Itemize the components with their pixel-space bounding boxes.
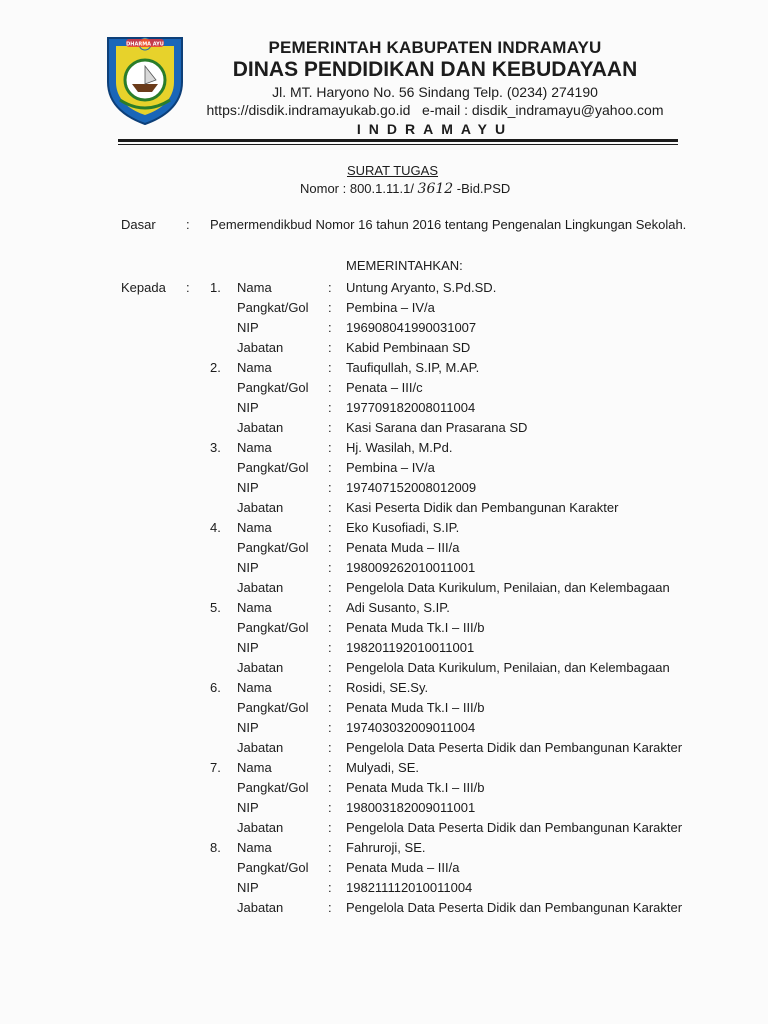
- field-colon: :: [328, 860, 332, 875]
- field-label-jabatan: Jabatan: [237, 500, 284, 515]
- field-colon: :: [328, 740, 332, 755]
- person-nip: 196908041990031007: [346, 320, 477, 335]
- field-colon: :: [328, 640, 332, 655]
- field-colon: :: [328, 360, 332, 375]
- handwritten-number: 3612: [417, 181, 454, 197]
- person-nip: 198003182009011001: [346, 800, 476, 815]
- field-label-nip: NIP: [237, 480, 259, 495]
- person-jabatan: Pengelola Data Peserta Didik dan Pembangunan Karakter: [346, 900, 683, 915]
- memerintahkan-heading: MEMERINTAHKAN:: [346, 258, 463, 273]
- field-label-jabatan: Jabatan: [237, 740, 284, 755]
- kepada-label: Kepada: [121, 280, 166, 295]
- person-jabatan: Kasi Sarana dan Prasarana SD: [346, 420, 528, 435]
- field-label-pangkat: Pangkat/Gol: [237, 700, 309, 715]
- field-label-jabatan: Jabatan: [237, 820, 284, 835]
- person-number: 8.: [210, 840, 221, 855]
- field-colon: :: [328, 320, 332, 335]
- person-nama: Untung Aryanto, S.Pd.SD.: [346, 280, 497, 295]
- person-nama: Rosidi, SE.Sy.: [346, 680, 429, 695]
- field-colon: :: [328, 720, 332, 735]
- field-label-jabatan: Jabatan: [237, 580, 284, 595]
- field-label-nip: NIP: [237, 720, 259, 735]
- person-nip: 198201192010011001: [346, 640, 475, 655]
- person-jabatan: Kasi Peserta Didik dan Pembangunan Karakter: [346, 500, 619, 515]
- document-title: SURAT TUGAS: [346, 163, 439, 178]
- person-number: 1.: [210, 280, 221, 295]
- person-pangkat: Penata Muda Tk.I – III/b: [346, 780, 485, 795]
- field-label-jabatan: Jabatan: [237, 660, 284, 675]
- field-colon: :: [328, 800, 332, 815]
- field-label-nip: NIP: [237, 880, 259, 895]
- field-colon: :: [328, 480, 332, 495]
- field-colon: :: [328, 520, 332, 535]
- person-nip: 198211112010011004: [346, 880, 473, 895]
- person-number: 6.: [210, 680, 221, 695]
- field-colon: :: [328, 280, 332, 295]
- person-nip: 197403032009011004: [346, 720, 476, 735]
- field-colon: :: [328, 540, 332, 555]
- field-label-pangkat: Pangkat/Gol: [237, 860, 309, 875]
- field-label-nama: Nama: [237, 520, 272, 535]
- field-colon: :: [328, 420, 332, 435]
- person-nama: Fahruroji, SE.: [346, 840, 426, 855]
- dasar-label: Dasar: [121, 217, 156, 232]
- person-nama: Adi Susanto, S.IP.: [346, 600, 450, 615]
- regency-emblem-logo: [102, 30, 188, 126]
- field-colon: :: [328, 400, 332, 415]
- person-nama: Eko Kusofiadi, S.IP.: [346, 520, 460, 535]
- person-number: 7.: [210, 760, 221, 775]
- field-colon: :: [328, 680, 332, 695]
- field-label-jabatan: Jabatan: [237, 900, 284, 915]
- letterhead-city: INDRAMAYU: [356, 121, 514, 137]
- field-label-nama: Nama: [237, 440, 272, 455]
- person-pangkat: Penata Muda Tk.I – III/b: [346, 620, 485, 635]
- person-pangkat: Pembina – IV/a: [346, 460, 435, 475]
- person-pangkat: Penata Muda Tk.I – III/b: [346, 700, 485, 715]
- dasar-text: Pemermendikbud Nomor 16 tahun 2016 tentang Pengenalan Lingkungan Sekolah.: [210, 217, 687, 232]
- person-nip: 198009262010011001: [346, 560, 476, 575]
- field-colon: :: [328, 380, 332, 395]
- field-colon: :: [328, 440, 332, 455]
- person-jabatan: Pengelola Data Kurikulum, Penilaian, dan Kelembagaan: [346, 660, 670, 675]
- person-jabatan: Pengelola Data Peserta Didik dan Pembangunan Karakter: [346, 740, 683, 755]
- person-jabatan: Kabid Pembinaan SD: [346, 340, 471, 355]
- person-number: 4.: [210, 520, 221, 535]
- logo-motto: DHARMA AYU: [126, 41, 164, 48]
- person-nip: 197709182008011004: [346, 400, 476, 415]
- field-label-jabatan: Jabatan: [237, 340, 284, 355]
- field-colon: :: [328, 760, 332, 775]
- field-label-nip: NIP: [237, 400, 259, 415]
- letterhead-address: Jl. MT. Haryono No. 56 Sindang Telp. (0234) 274190: [272, 84, 598, 100]
- person-nama: Mulyadi, SE.: [346, 760, 419, 775]
- field-label-nama: Nama: [237, 760, 272, 775]
- field-colon: :: [328, 900, 332, 915]
- field-label-pangkat: Pangkat/Gol: [237, 380, 309, 395]
- field-label-pangkat: Pangkat/Gol: [237, 620, 309, 635]
- field-colon: :: [328, 500, 332, 515]
- field-label-pangkat: Pangkat/Gol: [237, 300, 309, 315]
- letterhead-contact: https://disdik.indramayukab.go.id e-mail : disdik_indramayu@yahoo.com: [206, 102, 664, 118]
- person-nama: Taufiqullah, S.IP, M.AP.: [346, 360, 480, 375]
- field-label-nama: Nama: [237, 600, 272, 615]
- field-colon: :: [328, 600, 332, 615]
- dasar-colon: :: [186, 217, 190, 232]
- field-label-nama: Nama: [237, 280, 272, 295]
- person-number: 5.: [210, 600, 221, 615]
- field-label-pangkat: Pangkat/Gol: [237, 780, 309, 795]
- field-colon: :: [328, 460, 332, 475]
- field-colon: :: [328, 580, 332, 595]
- number-suffix: -Bid.PSD: [453, 181, 511, 196]
- field-colon: :: [328, 340, 332, 355]
- field-colon: :: [328, 660, 332, 675]
- letterhead-government: PEMERINTAH KABUPATEN INDRAMAYU: [268, 38, 602, 57]
- person-nama: Hj. Wasilah, M.Pd.: [346, 440, 453, 455]
- field-label-nip: NIP: [237, 320, 259, 335]
- person-nip: 197407152008012009: [346, 480, 477, 495]
- field-label-nip: NIP: [237, 800, 259, 815]
- person-number: 2.: [210, 360, 221, 375]
- person-pangkat: Penata Muda – III/a: [346, 860, 460, 875]
- person-pangkat: Pembina – IV/a: [346, 300, 435, 315]
- person-pangkat: Penata Muda – III/a: [346, 540, 460, 555]
- person-number: 3.: [210, 440, 221, 455]
- field-colon: :: [328, 880, 332, 895]
- field-colon: :: [328, 620, 332, 635]
- field-label-pangkat: Pangkat/Gol: [237, 460, 309, 475]
- field-label-nama: Nama: [237, 680, 272, 695]
- field-colon: :: [328, 300, 332, 315]
- field-label-nip: NIP: [237, 560, 259, 575]
- kepada-colon: :: [186, 280, 190, 295]
- field-label-jabatan: Jabatan: [237, 420, 284, 435]
- field-colon: :: [328, 700, 332, 715]
- field-colon: :: [328, 560, 332, 575]
- document-number: [300, 181, 511, 197]
- letterhead-rule-thin: [118, 144, 678, 145]
- letterhead-rule-thick: [118, 139, 678, 142]
- person-jabatan: Pengelola Data Peserta Didik dan Pembangunan Karakter: [346, 820, 683, 835]
- field-colon: :: [328, 820, 332, 835]
- field-colon: :: [328, 840, 332, 855]
- field-label-nama: Nama: [237, 840, 272, 855]
- field-label-pangkat: Pangkat/Gol: [237, 540, 309, 555]
- field-colon: :: [328, 780, 332, 795]
- letterhead-agency: DINAS PENDIDIKAN DAN KEBUDAYAAN: [232, 58, 638, 81]
- field-label-nama: Nama: [237, 360, 272, 375]
- person-pangkat: Penata – III/c: [346, 380, 423, 395]
- number-prefix: Nomor : 800.1.11.1/: [300, 181, 418, 196]
- field-label-nip: NIP: [237, 640, 259, 655]
- person-jabatan: Pengelola Data Kurikulum, Penilaian, dan Kelembagaan: [346, 580, 670, 595]
